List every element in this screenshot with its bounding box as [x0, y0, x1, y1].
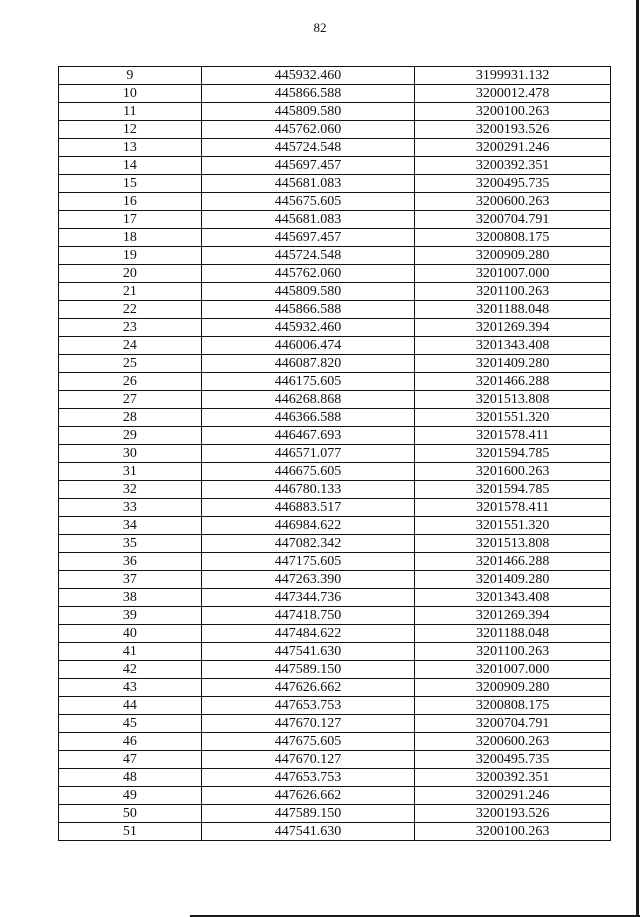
x-coordinate-cell: 445932.460 — [201, 67, 415, 85]
point-number-cell: 12 — [59, 121, 202, 139]
x-coordinate-cell: 447484.622 — [201, 625, 415, 643]
y-coordinate-cell: 3201551.320 — [415, 517, 611, 535]
point-number-cell: 35 — [59, 535, 202, 553]
y-coordinate-cell: 3200600.263 — [415, 733, 611, 751]
point-number-cell: 10 — [59, 85, 202, 103]
point-number-cell: 26 — [59, 373, 202, 391]
point-number-cell: 19 — [59, 247, 202, 265]
table-row — [59, 499, 611, 517]
point-number-cell: 20 — [59, 265, 202, 283]
table-row — [59, 823, 611, 841]
y-coordinate-cell: 3201578.411 — [415, 499, 611, 517]
x-coordinate-cell: 447653.753 — [201, 769, 415, 787]
y-coordinate-cell: 3201007.000 — [415, 661, 611, 679]
y-coordinate-cell: 3201409.280 — [415, 571, 611, 589]
y-coordinate-cell: 3200808.175 — [415, 229, 611, 247]
y-coordinate-cell: 3201188.048 — [415, 625, 611, 643]
table-row — [59, 265, 611, 283]
x-coordinate-cell: 445724.548 — [201, 139, 415, 157]
x-coordinate-cell: 447675.605 — [201, 733, 415, 751]
point-number-cell: 42 — [59, 661, 202, 679]
point-number-cell: 30 — [59, 445, 202, 463]
page-number: 82 — [313, 20, 327, 35]
y-coordinate-cell: 3201269.394 — [415, 319, 611, 337]
x-coordinate-cell: 445809.580 — [201, 103, 415, 121]
x-coordinate-cell: 445866.588 — [201, 301, 415, 319]
y-coordinate-cell: 3200100.263 — [415, 103, 611, 121]
table-row — [59, 427, 611, 445]
point-number-cell: 21 — [59, 283, 202, 301]
table-row — [59, 589, 611, 607]
point-number-cell: 23 — [59, 319, 202, 337]
point-number-cell: 15 — [59, 175, 202, 193]
point-number-cell: 44 — [59, 697, 202, 715]
x-coordinate-cell: 446006.474 — [201, 337, 415, 355]
table-row — [59, 373, 611, 391]
x-coordinate-cell: 446984.622 — [201, 517, 415, 535]
point-number-cell: 18 — [59, 229, 202, 247]
x-coordinate-cell: 447589.150 — [201, 805, 415, 823]
point-number-cell: 32 — [59, 481, 202, 499]
x-coordinate-cell: 447175.605 — [201, 553, 415, 571]
table-row — [59, 697, 611, 715]
x-coordinate-cell: 445809.580 — [201, 283, 415, 301]
table-row — [59, 481, 611, 499]
table-row — [59, 409, 611, 427]
x-coordinate-cell: 445697.457 — [201, 229, 415, 247]
y-coordinate-cell: 3201269.394 — [415, 607, 611, 625]
x-coordinate-cell: 445724.548 — [201, 247, 415, 265]
y-coordinate-cell: 3200392.351 — [415, 157, 611, 175]
y-coordinate-cell: 3200704.791 — [415, 715, 611, 733]
table-row — [59, 67, 611, 85]
point-number-cell: 29 — [59, 427, 202, 445]
x-coordinate-cell: 447541.630 — [201, 823, 415, 841]
y-coordinate-cell: 3201343.408 — [415, 589, 611, 607]
y-coordinate-cell: 3200704.791 — [415, 211, 611, 229]
point-number-cell: 34 — [59, 517, 202, 535]
x-coordinate-cell: 447670.127 — [201, 751, 415, 769]
x-coordinate-cell: 446087.820 — [201, 355, 415, 373]
point-number-cell: 50 — [59, 805, 202, 823]
table-row — [59, 787, 611, 805]
y-coordinate-cell: 3201188.048 — [415, 301, 611, 319]
table-row — [59, 229, 611, 247]
page-edge-right — [636, 0, 639, 917]
y-coordinate-cell: 3201466.288 — [415, 553, 611, 571]
x-coordinate-cell: 447626.662 — [201, 679, 415, 697]
point-number-cell: 46 — [59, 733, 202, 751]
table-row — [59, 103, 611, 121]
y-coordinate-cell: 3201594.785 — [415, 481, 611, 499]
x-coordinate-cell: 446780.133 — [201, 481, 415, 499]
point-number-cell: 43 — [59, 679, 202, 697]
x-coordinate-cell: 445681.083 — [201, 175, 415, 193]
y-coordinate-cell: 3201578.411 — [415, 427, 611, 445]
x-coordinate-cell: 445675.605 — [201, 193, 415, 211]
y-coordinate-cell: 3201409.280 — [415, 355, 611, 373]
x-coordinate-cell: 446268.868 — [201, 391, 415, 409]
point-number-cell: 27 — [59, 391, 202, 409]
x-coordinate-cell: 446467.693 — [201, 427, 415, 445]
x-coordinate-cell: 447263.390 — [201, 571, 415, 589]
y-coordinate-cell: 3200100.263 — [415, 823, 611, 841]
x-coordinate-cell: 447082.342 — [201, 535, 415, 553]
table-row — [59, 121, 611, 139]
y-coordinate-cell: 3200291.246 — [415, 139, 611, 157]
y-coordinate-cell: 3200193.526 — [415, 121, 611, 139]
point-number-cell: 33 — [59, 499, 202, 517]
x-coordinate-cell: 447653.753 — [201, 697, 415, 715]
table-row — [59, 679, 611, 697]
x-coordinate-cell: 447670.127 — [201, 715, 415, 733]
table-row — [59, 607, 611, 625]
x-coordinate-cell: 446675.605 — [201, 463, 415, 481]
x-coordinate-cell: 445762.060 — [201, 121, 415, 139]
table-row — [59, 445, 611, 463]
x-coordinate-cell: 445866.588 — [201, 85, 415, 103]
point-number-cell: 48 — [59, 769, 202, 787]
point-number-cell: 51 — [59, 823, 202, 841]
point-number-cell: 47 — [59, 751, 202, 769]
point-number-cell: 37 — [59, 571, 202, 589]
table-row — [59, 733, 611, 751]
table-row — [59, 337, 611, 355]
point-number-cell: 39 — [59, 607, 202, 625]
point-number-cell: 11 — [59, 103, 202, 121]
table-row — [59, 211, 611, 229]
y-coordinate-cell: 3201100.263 — [415, 643, 611, 661]
table-row — [59, 715, 611, 733]
y-coordinate-cell: 3200392.351 — [415, 769, 611, 787]
point-number-cell: 28 — [59, 409, 202, 427]
y-coordinate-cell: 3200909.280 — [415, 247, 611, 265]
point-number-cell: 25 — [59, 355, 202, 373]
point-number-cell: 13 — [59, 139, 202, 157]
table-row — [59, 517, 611, 535]
coordinates-table — [58, 66, 611, 841]
table-row — [59, 571, 611, 589]
x-coordinate-cell: 445762.060 — [201, 265, 415, 283]
x-coordinate-cell: 446883.517 — [201, 499, 415, 517]
x-coordinate-cell: 445681.083 — [201, 211, 415, 229]
y-coordinate-cell: 3200909.280 — [415, 679, 611, 697]
table-row — [59, 643, 611, 661]
x-coordinate-cell: 447418.750 — [201, 607, 415, 625]
x-coordinate-cell: 445697.457 — [201, 157, 415, 175]
y-coordinate-cell: 3200193.526 — [415, 805, 611, 823]
x-coordinate-cell: 445932.460 — [201, 319, 415, 337]
table-row — [59, 85, 611, 103]
y-coordinate-cell: 3201551.320 — [415, 409, 611, 427]
y-coordinate-cell: 3201466.288 — [415, 373, 611, 391]
x-coordinate-cell: 446175.605 — [201, 373, 415, 391]
y-coordinate-cell: 3201343.408 — [415, 337, 611, 355]
y-coordinate-cell: 3200495.735 — [415, 175, 611, 193]
y-coordinate-cell: 3201007.000 — [415, 265, 611, 283]
table-row — [59, 805, 611, 823]
y-coordinate-cell: 3201594.785 — [415, 445, 611, 463]
y-coordinate-cell: 3201513.808 — [415, 391, 611, 409]
x-coordinate-cell: 447344.736 — [201, 589, 415, 607]
table-row — [59, 193, 611, 211]
x-coordinate-cell: 446571.077 — [201, 445, 415, 463]
y-coordinate-cell: 3201513.808 — [415, 535, 611, 553]
point-number-cell: 24 — [59, 337, 202, 355]
table-row — [59, 553, 611, 571]
x-coordinate-cell: 447589.150 — [201, 661, 415, 679]
y-coordinate-cell: 3200012.478 — [415, 85, 611, 103]
y-coordinate-cell: 3200808.175 — [415, 697, 611, 715]
y-coordinate-cell: 3200495.735 — [415, 751, 611, 769]
y-coordinate-cell: 3200600.263 — [415, 193, 611, 211]
table-row — [59, 625, 611, 643]
point-number-cell: 49 — [59, 787, 202, 805]
table-row — [59, 157, 611, 175]
point-number-cell: 14 — [59, 157, 202, 175]
point-number-cell: 16 — [59, 193, 202, 211]
table-row — [59, 319, 611, 337]
point-number-cell: 45 — [59, 715, 202, 733]
table-row — [59, 247, 611, 265]
table-row — [59, 463, 611, 481]
point-number-cell: 31 — [59, 463, 202, 481]
table-row — [59, 283, 611, 301]
coordinates-table-body — [59, 67, 611, 841]
table-row — [59, 175, 611, 193]
y-coordinate-cell: 3201600.263 — [415, 463, 611, 481]
coordinates-table-wrapper — [58, 66, 611, 841]
point-number-cell: 38 — [59, 589, 202, 607]
x-coordinate-cell: 447626.662 — [201, 787, 415, 805]
point-number-cell: 9 — [59, 67, 202, 85]
x-coordinate-cell: 446366.588 — [201, 409, 415, 427]
table-row — [59, 139, 611, 157]
table-row — [59, 355, 611, 373]
table-row — [59, 751, 611, 769]
table-row — [59, 535, 611, 553]
table-row — [59, 391, 611, 409]
y-coordinate-cell: 3199931.132 — [415, 67, 611, 85]
table-row — [59, 301, 611, 319]
point-number-cell: 41 — [59, 643, 202, 661]
point-number-cell: 17 — [59, 211, 202, 229]
table-row — [59, 769, 611, 787]
point-number-cell: 36 — [59, 553, 202, 571]
x-coordinate-cell: 447541.630 — [201, 643, 415, 661]
point-number-cell: 40 — [59, 625, 202, 643]
y-coordinate-cell: 3200291.246 — [415, 787, 611, 805]
table-row — [59, 661, 611, 679]
y-coordinate-cell: 3201100.263 — [415, 283, 611, 301]
point-number-cell: 22 — [59, 301, 202, 319]
